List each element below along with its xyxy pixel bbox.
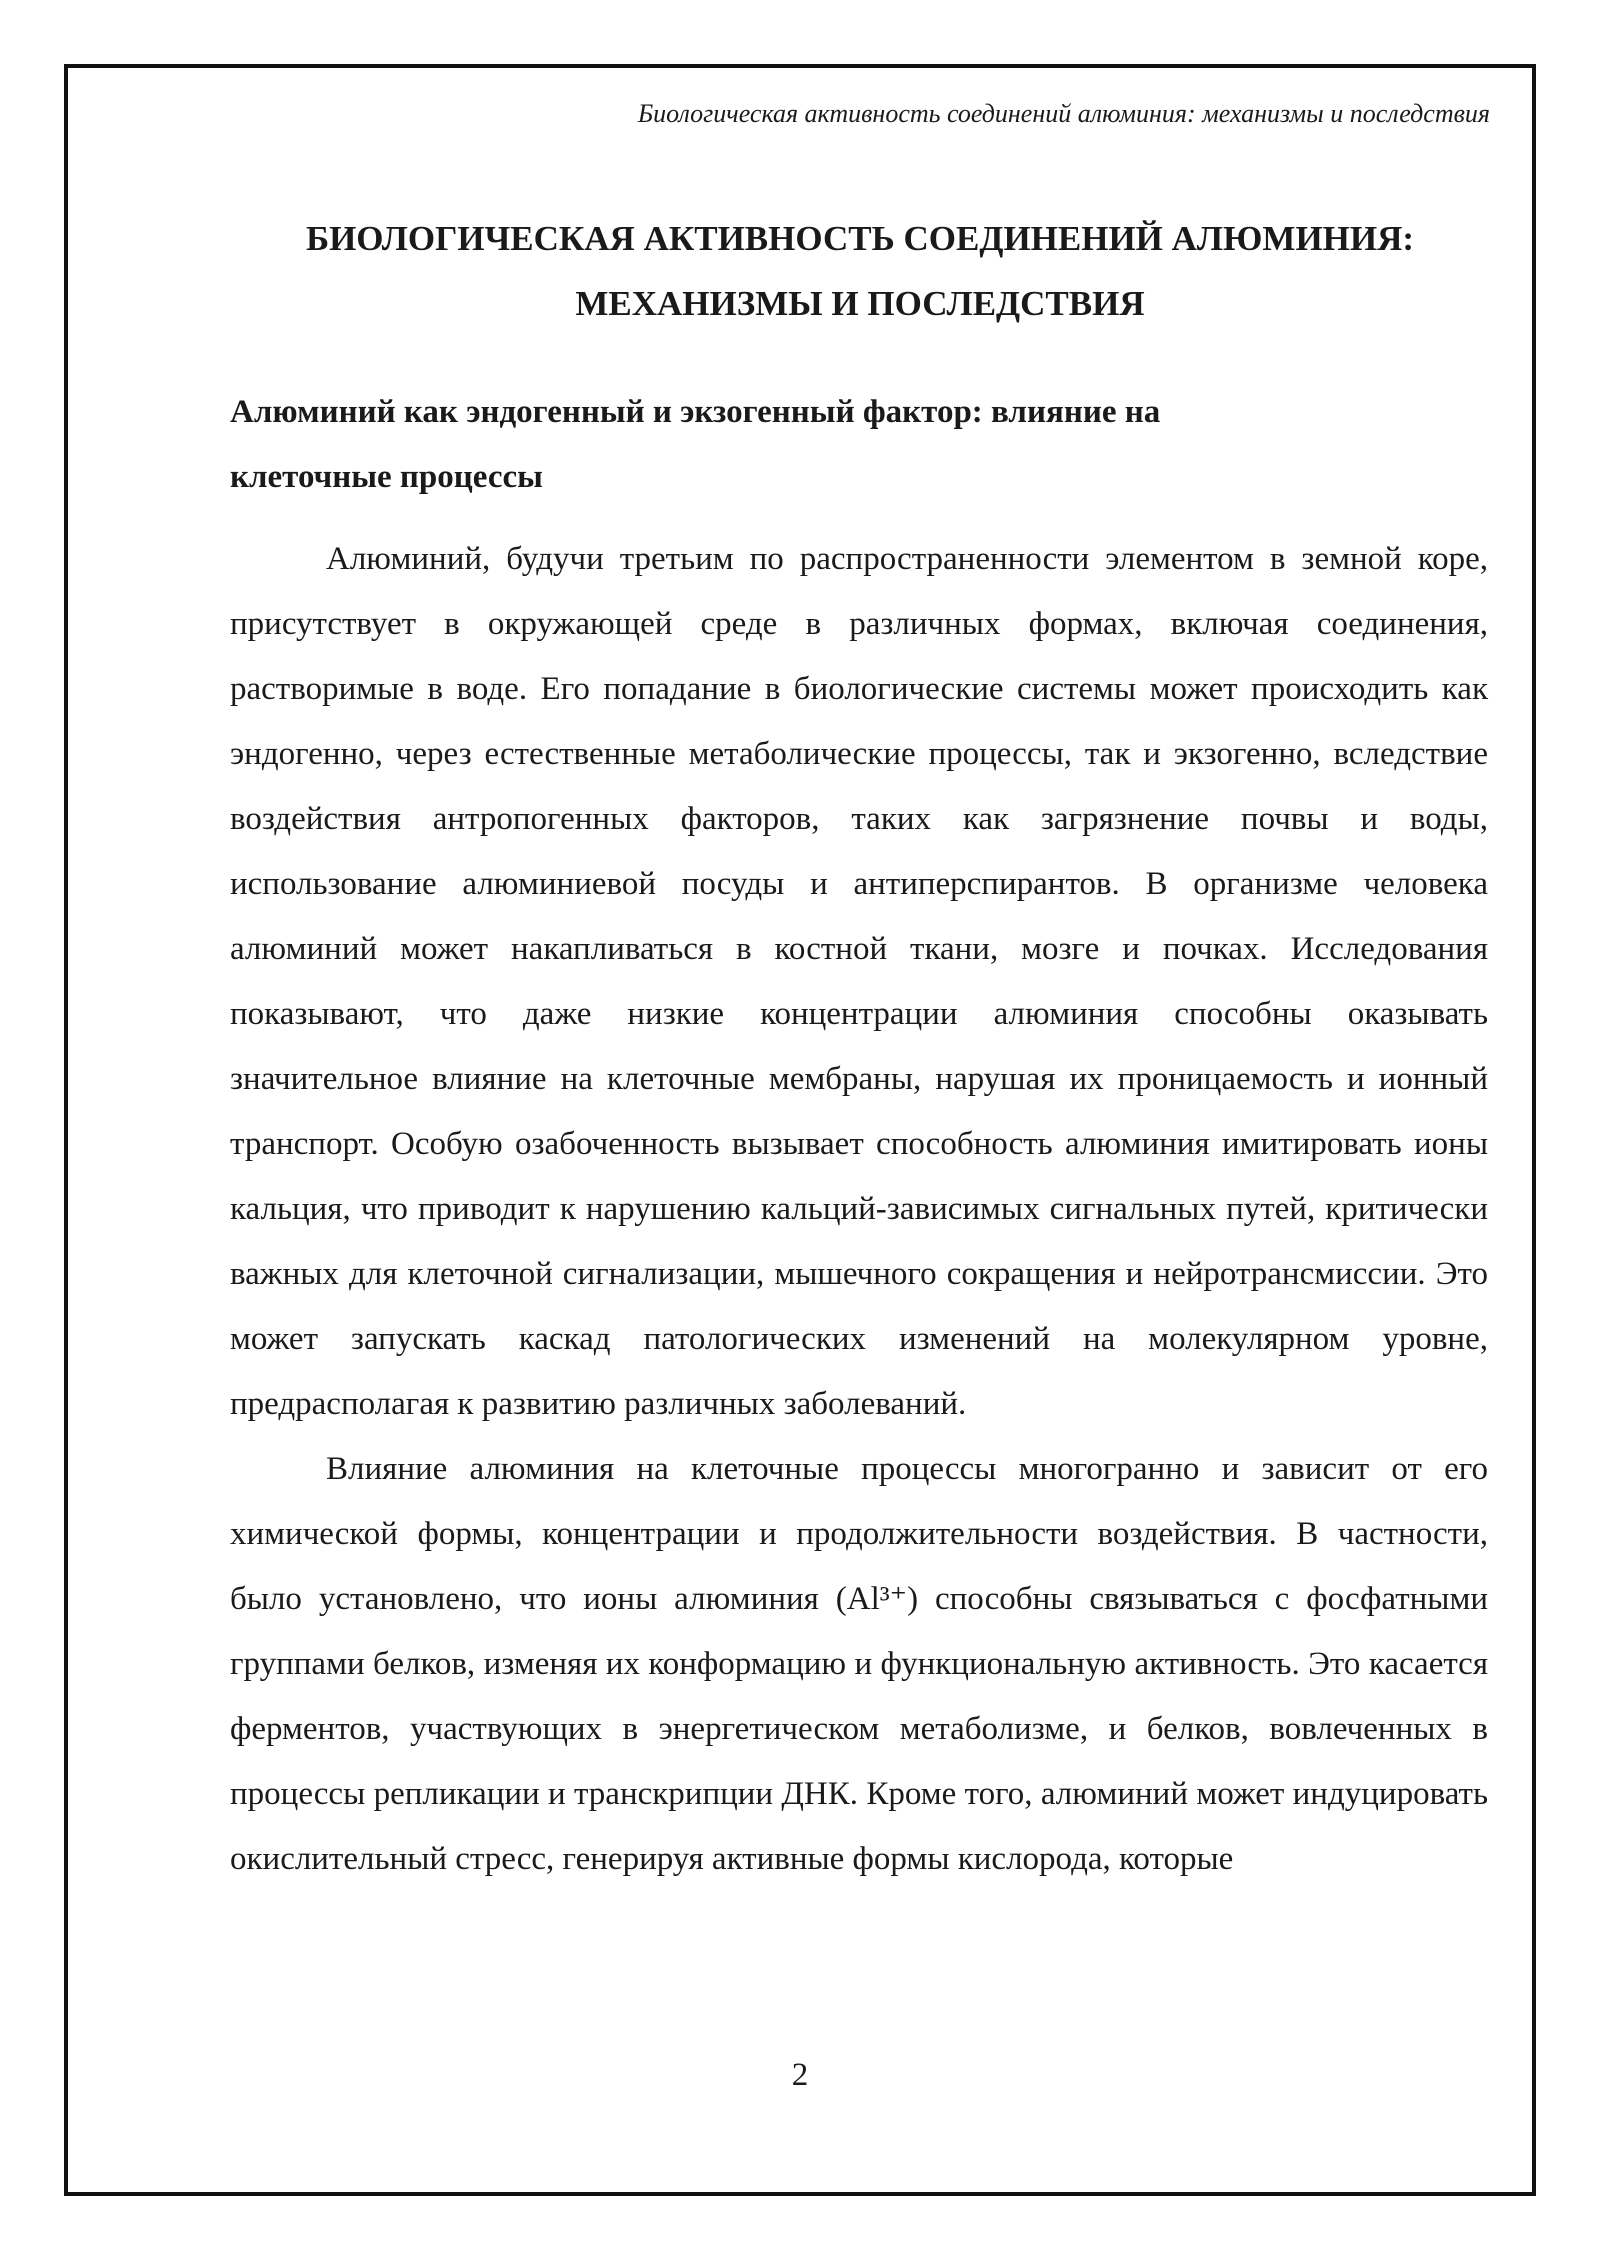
- paragraph-2: Влияние алюминия на клеточные процессы многогранно и зависит от его химической формы, концентрации и продолжительности воздействия. В частности, было установлено, что ионы алюминия (Al³⁺) способны связываться с фосфатными группами белков, изменяя их конформацию и функциональную активность. Это касается ферментов, участвующих в энергетическом метаболизме, и белков, вовлеченных в процессы репликации и транскрипции ДНК. Кроме того, алюминий может индуцировать окислительный стресс, генерируя активные формы кислорода, которые: [230, 1451, 1488, 1877]
- body-text: [230, 527, 1488, 1892]
- document-title: [230, 206, 1490, 336]
- paragraph-1: Алюминий, будучи третьим по распространенности элементом в земной коре, присутствует в окружающей среде в различных формах, включая соединения, растворимые в воде. Его попадание в биологические системы может происходить как эндогенно, через естественные метаболические процессы, так и экзогенно, вследствие воздействия антропогенных факторов, таких как загрязнение почвы и воды, использование алюминиевой посуды и антиперспирантов. В организме человека алюминий может накапливаться в костной ткани, мозге и почках. Исследования показывают, что даже низкие концентрации алюминия способны оказывать значительное влияние на клеточные мембраны, нарушая их проницаемость и ионный транспорт. Особую озабоченность вызывает способность алюминия имитировать ионы кальция, что приводит к нарушению кальций-зависимых сигнальных путей, критически важных для клеточной сигнализации, мышечного сокращения и нейротрансмиссии. Это может запускать каскад патологических изменений на молекулярном уровне, предрасполагая к развитию различных заболеваний.: [230, 541, 1488, 1422]
- document-title-line-2: МЕХАНИЗМЫ И ПОСЛЕДСТВИЯ: [575, 284, 1145, 323]
- section-heading: [230, 380, 1400, 510]
- page-number: 2: [791, 2057, 809, 2093]
- document-title-line-1: БИОЛОГИЧЕСКАЯ АКТИВНОСТЬ СОЕДИНЕНИЙ АЛЮМИНИЯ:: [305, 219, 1415, 258]
- section-heading-line-2: клеточные процессы: [230, 459, 543, 495]
- running-header: Биологическая активность соединений алюминия: механизмы и последствия: [637, 99, 1490, 128]
- section-heading-line-1: Алюминий как эндогенный и экзогенный фактор: влияние на: [230, 394, 1161, 430]
